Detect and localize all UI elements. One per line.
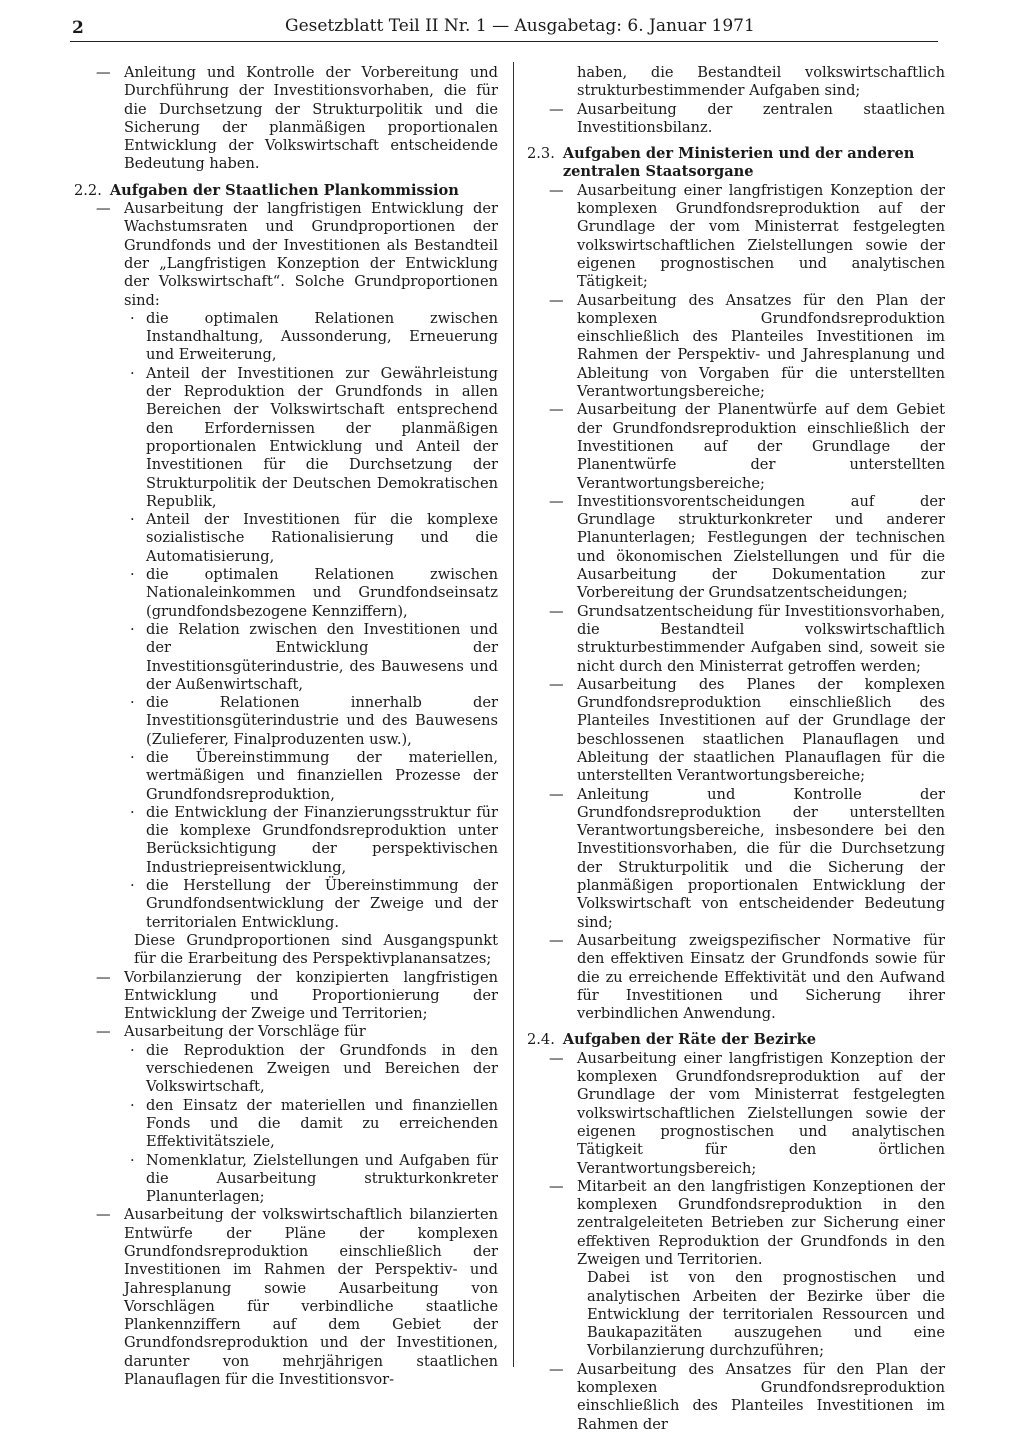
dash-marker: —	[96, 968, 111, 986]
bullet-marker: ·	[130, 566, 135, 584]
dash-marker: —	[549, 602, 564, 620]
list-item	[74, 969, 498, 1024]
bullet-marker: ·	[130, 620, 135, 638]
list-item-text: Ausarbeitung der langfristigen Entwicklung der Wachstumsraten und Grundproportionen der Grundfonds und der Investitionen als Bestandteil der „Langfristigen Konzeption der Entwicklung der Volkswirtschaft“. Solche Grundproportionen sind:	[124, 200, 498, 309]
bullet-marker: ·	[130, 511, 135, 529]
section-number: 2.2.	[74, 181, 102, 199]
item-paragraph: Dabei ist von den prognostischen und analytischen Arbeiten der Bezirke über die Entwicklung der territorialen Ressourcen und Baukapazitäten auszugehen und eine Vorbilanzierung durchzuführen;	[587, 1269, 945, 1360]
dash-marker: —	[549, 291, 564, 309]
section-title: Aufgaben der Ministerien und der anderen zentralen Staatsorgane	[562, 145, 915, 181]
section-number: 2.3.	[527, 145, 555, 163]
list-item-text: Anleitung und Kontrolle der Vorbereitung und Durchführung der Investitionsvorhaben, die für die Durchsetzung der Strukturpolitik und die Sicherung der planmäßigen proportionalen Entwicklung der Volkswirtschaft entscheidende Bedeutung haben.	[124, 64, 498, 173]
page-number: 2	[72, 18, 84, 38]
list-item-text: Ausarbeitung der Planentwürfe auf dem Gebiet der Grundfondsreproduktion einschließlich der Investitionen auf der Grundlage der Planentwürfe der unterstellten Verantwortungsbereiche;	[577, 401, 945, 492]
sub-list-item	[74, 749, 498, 804]
sub-list-item	[74, 877, 498, 932]
sub-item-text: die Entwicklung der Finanzierungsstruktur für die komplexe Grundfondsreproduktion unter Berücksichtigung der perspektivischen Industriepreisentwicklung,	[146, 803, 498, 876]
dash-marker: —	[549, 181, 564, 199]
sub-list-item	[74, 1042, 498, 1097]
header-rule	[70, 41, 938, 42]
bullet-marker: ·	[130, 694, 135, 712]
section-title: Aufgaben der Staatlichen Plankommission	[109, 181, 459, 199]
sub-list-item	[74, 511, 498, 566]
list-item	[527, 493, 945, 603]
list-item	[527, 603, 945, 676]
list-item	[74, 200, 498, 310]
list-item	[527, 1178, 945, 1269]
bullet-marker: ·	[130, 748, 135, 766]
sub-list-item	[74, 566, 498, 621]
dash-marker: —	[96, 1023, 111, 1041]
list-item-text: Ausarbeitung des Planes der komplexen Grundfondsreproduktion einschließlich des Planteiles Investitionen auf der Grundlage der beschlossenen staatlichen Planauflagen und Ableitung der staatlichen Planauflagen für die unterstellten Verantwortungsbereiche;	[577, 675, 945, 785]
list-item-text: Ausarbeitung des Ansatzes für den Plan der komplexen Grundfondsreproduktion einschließlich des Planteiles Investitionen im Rahmen der Perspektiv- und Jahresplanung und Ableitung von Vorgaben für die unterstellten Verantwortungsbereiche;	[577, 291, 945, 401]
list-item	[527, 1050, 945, 1178]
bullet-marker: ·	[130, 803, 135, 821]
list-item	[527, 676, 945, 786]
sub-item-text: die optimalen Relationen zwischen Instandhaltung, Aussonderung, Erneuerung und Erweiterung,	[146, 309, 498, 364]
bullet-marker: ·	[130, 309, 135, 327]
bullet-marker: ·	[130, 1041, 135, 1059]
section-heading-2-2	[74, 182, 498, 200]
sub-item-text: Anteil der Investitionen für die komplexe sozialistische Rationalisierung und die Automatisierung,	[146, 511, 498, 565]
sub-list-item	[74, 1152, 498, 1207]
dash-marker: —	[549, 675, 564, 693]
list-item	[527, 1361, 945, 1434]
left-column	[74, 64, 498, 1389]
section-heading-2-4	[527, 1031, 945, 1049]
sub-item-text: die Übereinstimmung der materiellen, wertmäßigen und finanziellen Prozesse der Grundfondsreproduktion,	[146, 748, 498, 803]
sub-item-text: die optimalen Relationen zwischen Nationaleinkommen und Grundfondseinsatz (grundfondsbezogene Kennziffern),	[146, 566, 498, 620]
list-item-text: Ausarbeitung der zentralen staatlichen Investitionsbilanz.	[577, 100, 945, 136]
sub-list-item	[74, 1097, 498, 1152]
sub-item-text: Nomenklatur, Zielstellungen und Aufgaben für die Ausarbeitung strukturkonkreter Planunterlagen;	[146, 1151, 498, 1206]
list-item-text: Mitarbeit an den langfristigen Konzeptionen der komplexen Grundfondsreproduktion in den zentralgeleiteten Betrieben zur Sicherung einer effektiven Reproduktion der Grundfonds in den Zweigen und Territorien.	[577, 1177, 945, 1268]
bullet-marker: ·	[130, 1151, 135, 1169]
list-item	[527, 786, 945, 932]
sub-item-text: den Einsatz der materiellen und finanziellen Fonds und die damit zu erreichenden Effektivitätsziele,	[146, 1096, 498, 1151]
list-item-text: Ausarbeitung einer langfristigen Konzeption der komplexen Grundfondsreproduktion auf der Grundlage der vom Ministerrat festgelegten volkswirtschaftlichen Zielstellungen sowie der eigenen prognostischen und analytischen Tätigkeit;	[577, 181, 945, 291]
sub-list-item	[74, 804, 498, 877]
dash-marker: —	[549, 1360, 564, 1378]
list-item-text: Grundsatzentscheidung für Investitionsvorhaben, die Bestandteil volkswirtschaftlich strukturbestimmender Aufgaben sind, soweit sie nicht durch den Ministerrat getroffen werden;	[577, 602, 945, 675]
list-item	[527, 932, 945, 1023]
dash-marker: —	[549, 1049, 564, 1067]
list-item	[74, 1023, 498, 1041]
dash-marker: —	[549, 401, 564, 419]
list-item	[74, 1206, 498, 1389]
sub-item-text: die Herstellung der Übereinstimmung der Grundfondsentwicklung der Zweige und der territorialen Entwicklung.	[146, 877, 498, 931]
list-item	[527, 401, 945, 492]
dash-marker: —	[96, 1206, 111, 1224]
bullet-marker: ·	[130, 364, 135, 382]
list-item	[74, 64, 498, 174]
continuation-text	[527, 64, 945, 101]
dash-marker: —	[549, 931, 564, 949]
dash-marker: —	[96, 200, 111, 218]
list-item-text: Ausarbeitung der volkswirtschaftlich bilanzierten Entwürfe der Pläne der komplexen Grundfondsreproduktion einschließlich der Investitionen im Rahmen der Perspektiv- und Jahresplanung sowie Ausarbeitung von Vorschlägen für verbindliche staatliche Plankennziffern auf dem Gebiet der Grundfondsreproduktion und der Investitionen, darunter von mehrjährigen staatlichen Planauflagen für die Investitionsvor-	[124, 1206, 498, 1389]
sub-list-item	[74, 310, 498, 365]
dash-marker: —	[96, 64, 111, 81]
dash-marker: —	[549, 492, 564, 510]
list-item-text: Ausarbeitung einer langfristigen Konzeption der komplexen Grundfondsreproduktion auf der Grundlage der vom Ministerrat festgelegten volkswirtschaftlichen Zielstellungen sowie der eigenen prognostischen und analytischen Tätigkeit für den örtlichen Verantwortungsbereich;	[577, 1049, 945, 1177]
right-column	[527, 64, 945, 1434]
list-item-text: Investitionsvorentscheidungen auf der Grundlage strukturkonkreter und anderer Planunterlagen; Festlegungen der technischen und ökonomischen Zielstellungen und für die Ausarbeitung der Dokumentation zur Vorbereitung der Grundsatzentscheidungen;	[577, 492, 945, 602]
bullet-marker: ·	[130, 877, 135, 895]
sub-item-text: die Relationen innerhalb der Investitionsgüterindustrie und des Bauwesens (Zulieferer, Finalproduzenten usw.),	[146, 694, 498, 748]
list-item-text: Ausarbeitung zweigspezifischer Normative für den effektiven Einsatz der Grundfonds sowie für die zu erreichende Effektivität und den Aufwand für Investitionen und Sicherung ihrer verbindlichen Anwendung.	[577, 931, 945, 1023]
list-item	[527, 182, 945, 292]
running-head: Gesetzblatt Teil II Nr. 1 — Ausgabetag: 6. Januar 1971	[285, 16, 755, 36]
list-item-text: haben, die Bestandteil volkswirtschaftlich strukturbestimmender Aufgaben sind;	[577, 64, 945, 100]
dash-marker: —	[549, 100, 564, 118]
list-item-text: Ausarbeitung des Ansatzes für den Plan der komplexen Grundfondsreproduktion einschließlich des Planteiles Investitionen im Rahmen der	[577, 1360, 945, 1433]
sub-item-text: die Reproduktion der Grundfonds in den verschiedenen Zweigen und Bereichen der Volkswirtschaft,	[146, 1041, 498, 1096]
section-title: Aufgaben der Räte der Bezirke	[562, 1031, 816, 1049]
list-item-text: Vorbilanzierung der konzipierten langfristigen Entwicklung und Proportionierung der Entwicklung der Zweige und Territorien;	[124, 968, 498, 1023]
bullet-marker: ·	[130, 1096, 135, 1114]
sub-list-item	[74, 621, 498, 694]
dash-marker: —	[549, 785, 564, 803]
list-item-text: Ausarbeitung der Vorschläge für	[124, 1023, 366, 1041]
sub-list-item	[74, 365, 498, 511]
dash-marker: —	[549, 1177, 564, 1195]
list-item-text: Anleitung und Kontrolle der Grundfondsreproduktion der unterstellten Verantwortungsbereiche, insbesondere bei den Investitionsvorhaben, die für die Durchsetzung der Strukturpolitik und die Sicherung der planmäßigen proportionalen Entwicklung der Volkswirtschaft von entscheidender Bedeutung sind;	[577, 785, 945, 931]
list-item	[527, 292, 945, 402]
section-number: 2.4.	[527, 1031, 555, 1049]
closing-paragraph: Diese Grundproportionen sind Ausgangspunkt für die Erarbeitung des Perspektivplanansatzes;	[134, 931, 498, 968]
column-divider	[513, 62, 514, 1367]
sub-item-text: Anteil der Investitionen zur Gewährleistung der Reproduktion der Grundfonds in allen Bereichen der Volkswirtschaft entsprechend den Erfordernissen der planmäßigen proportionalen Entwicklung und Anteil der Investitionen für die Durchsetzung der Strukturpolitik der Deutschen Demokratischen Republik,	[146, 364, 498, 510]
list-item	[527, 101, 945, 138]
section-heading-2-3	[527, 145, 945, 182]
sub-list-item	[74, 694, 498, 749]
sub-item-text: die Relation zwischen den Investitionen und der Entwicklung der Investitionsgüterindustrie, des Bauwesens und der Außenwirtschaft,	[146, 620, 498, 693]
